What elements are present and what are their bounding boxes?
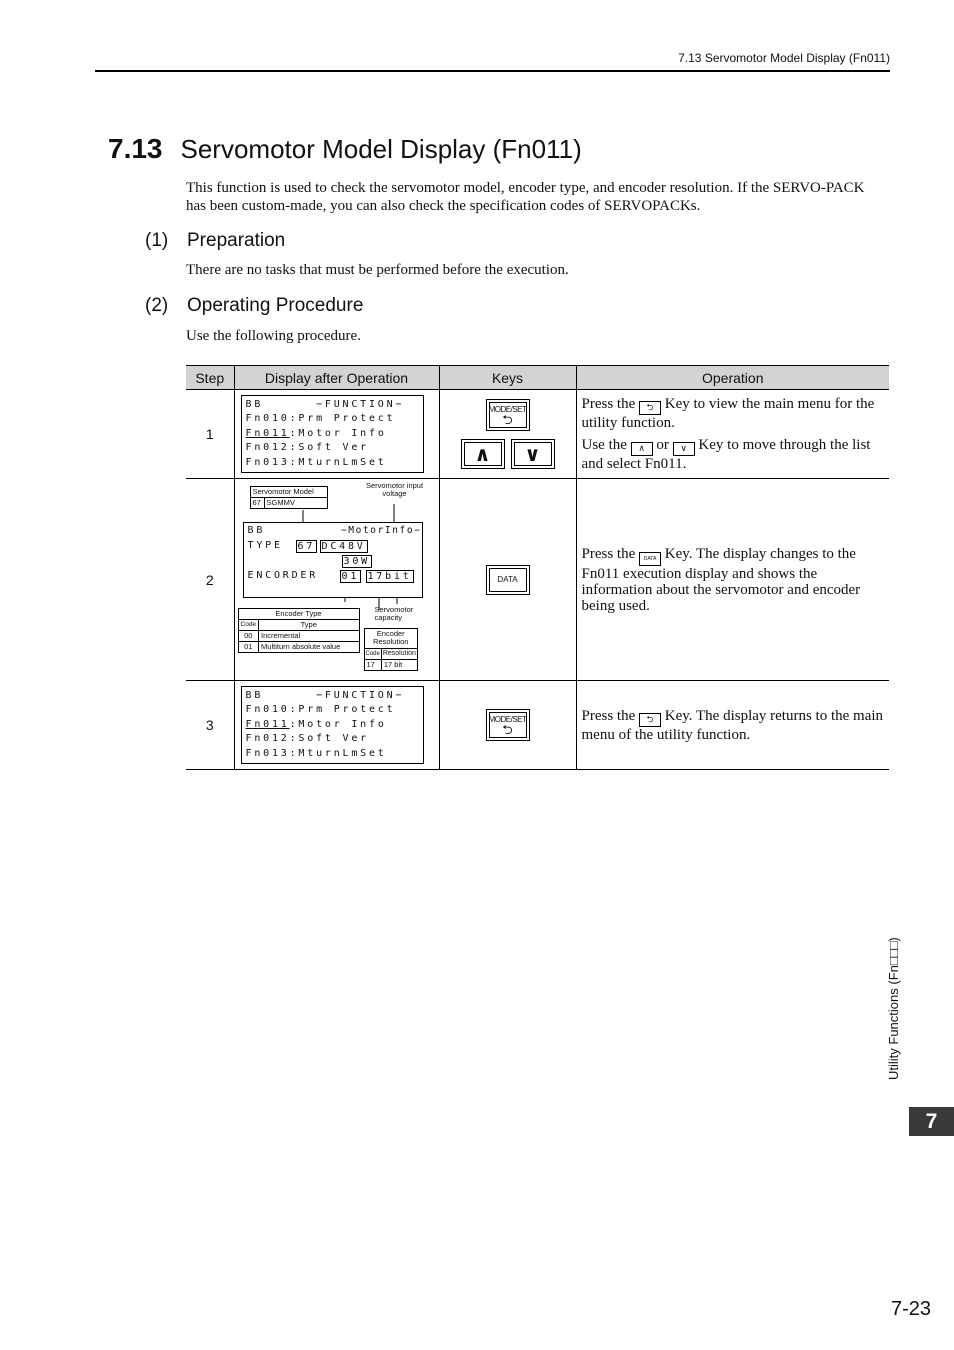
op-text: Key. The display returns to the main menu of the utility function. bbox=[581, 707, 884, 743]
header-rule bbox=[95, 70, 890, 72]
lcd-encoder: ENCORDER bbox=[247, 569, 319, 581]
return-arrow-icon: ⮌ bbox=[502, 412, 513, 427]
preparation-number: (1) bbox=[145, 230, 169, 251]
table-row bbox=[238, 630, 359, 641]
motor-model-label: Servomotor Model bbox=[250, 486, 327, 497]
lcd-line: :Motor Info bbox=[289, 718, 387, 730]
key-label: MODE/SET bbox=[488, 715, 527, 724]
type-label: Type bbox=[259, 619, 359, 630]
procedure-table bbox=[186, 365, 889, 770]
lcd-type: TYPE bbox=[247, 539, 283, 551]
input-voltage-label: Servomotor input voltage bbox=[365, 480, 424, 498]
code-label: Code bbox=[238, 619, 259, 630]
lcd-line: Fn012:Soft Ver bbox=[245, 442, 369, 454]
lcd-line-selected: Fn011 bbox=[245, 427, 290, 439]
lcd-display bbox=[243, 522, 423, 598]
operating-title: Operating Procedure bbox=[187, 295, 364, 316]
return-arrow-icon: ⮌ bbox=[502, 722, 513, 737]
step-number: 1 bbox=[186, 390, 234, 479]
lcd-display bbox=[241, 686, 424, 765]
motor-code: 67 bbox=[250, 497, 264, 508]
display-cell bbox=[234, 390, 439, 479]
operation-text bbox=[582, 546, 885, 614]
lcd-line: :Motor Info bbox=[289, 427, 387, 439]
encoder-type-table bbox=[238, 608, 360, 653]
operation-cell bbox=[576, 479, 889, 681]
operation-text bbox=[582, 708, 885, 743]
operation-cell bbox=[576, 681, 889, 770]
lcd-enc-res: 17bit bbox=[367, 570, 412, 582]
lcd-line: Fn013:MturnLmSet bbox=[245, 456, 387, 468]
preparation-title: Preparation bbox=[187, 230, 286, 251]
mode-set-key-icon: ⮌ bbox=[639, 401, 661, 415]
mode-set-key-icon: ⮌ bbox=[639, 713, 661, 727]
header-operation: Operation bbox=[576, 366, 889, 390]
up-arrow-key-icon[interactable]: ∧ bbox=[461, 439, 505, 469]
op-text: Key to view the main menu for the utility function. bbox=[581, 396, 875, 431]
lcd-enc-code: 01 bbox=[341, 570, 360, 582]
op-text: Press the bbox=[581, 707, 636, 724]
key-label: MODE/SET bbox=[488, 405, 527, 414]
lcd-line: Fn013:MturnLmSet bbox=[245, 747, 387, 759]
side-tab-label: Utility Functions (Fn□□□) bbox=[886, 937, 901, 1080]
keys-cell bbox=[439, 681, 576, 770]
down-arrow-key-icon[interactable]: ∨ bbox=[511, 439, 555, 469]
op-text: Press the bbox=[581, 545, 636, 562]
motor-name: SGMMV bbox=[264, 497, 327, 508]
step-number: 3 bbox=[186, 681, 234, 770]
intro-paragraph: This function is used to check the servomotor model, encoder type, and encoder resolution. If the SERVO-PACK has been custom-made, you can also check the specification codes of SERVOPACKs. bbox=[186, 180, 865, 214]
res-value: 17 bit bbox=[381, 659, 417, 670]
lcd-line-selected: Fn011 bbox=[245, 718, 290, 730]
enc-res-label: Encoder Resolution bbox=[364, 628, 417, 648]
encoder-resolution-table bbox=[364, 628, 418, 671]
resolution-label: Resolution bbox=[382, 650, 416, 657]
enc-type: Incremental bbox=[259, 630, 359, 641]
step-number: 2 bbox=[186, 479, 234, 681]
running-header: 7.13 Servomotor Model Display (Fn011) bbox=[678, 51, 890, 65]
operation-text bbox=[582, 437, 885, 472]
operation-text bbox=[582, 396, 885, 431]
code-label: Code bbox=[364, 648, 381, 659]
enc-type: Multiturn absolute value bbox=[259, 641, 359, 652]
mode-set-key-icon[interactable] bbox=[486, 399, 530, 431]
preparation-text: There are no tasks that must be performed before the execution. bbox=[186, 262, 569, 278]
up-arrow-key-icon: ∧ bbox=[631, 442, 653, 456]
encoder-type-label: Encoder Type bbox=[238, 608, 359, 619]
res-code: 17 bbox=[364, 659, 381, 670]
capacity-label: Servomotor capacity bbox=[374, 604, 414, 622]
data-key-icon: DATA bbox=[639, 552, 661, 566]
enc-code: 00 bbox=[238, 630, 259, 641]
operating-number: (2) bbox=[145, 295, 169, 316]
display-cell bbox=[234, 479, 439, 681]
lcd-line: BB −FUNCTION− bbox=[245, 398, 405, 410]
operating-text: Use the following procedure. bbox=[186, 328, 361, 344]
lcd-line: Fn010:Prm Protect bbox=[245, 413, 396, 425]
page-number: 7-23 bbox=[890, 1298, 931, 1320]
table-header-row bbox=[186, 366, 889, 390]
table-row bbox=[186, 390, 889, 479]
display-cell bbox=[234, 681, 439, 770]
section-number: 7.13 bbox=[108, 133, 163, 164]
motor-info-diagram bbox=[237, 482, 437, 678]
op-text: Key to move through the list and select Fn011. bbox=[581, 437, 871, 472]
op-text: or bbox=[656, 437, 669, 453]
chapter-tab: 7 bbox=[909, 1107, 954, 1136]
lcd-voltage: DC48V bbox=[321, 540, 366, 552]
lcd-type-code: 67 bbox=[297, 540, 316, 552]
lcd-capacity: 30W bbox=[343, 555, 370, 567]
op-text: Use the bbox=[581, 437, 627, 453]
lcd-bb: BB bbox=[247, 524, 266, 536]
header-step: Step bbox=[186, 366, 234, 390]
table-row bbox=[238, 641, 359, 652]
keys-cell bbox=[439, 390, 576, 479]
lcd-line: Fn012:Soft Ver bbox=[245, 733, 369, 745]
lcd-display bbox=[241, 395, 424, 474]
header-display: Display after Operation bbox=[234, 366, 439, 390]
header-keys: Keys bbox=[439, 366, 576, 390]
op-text: Press the bbox=[581, 396, 636, 412]
mode-set-key-icon[interactable] bbox=[486, 709, 530, 741]
operating-heading bbox=[145, 295, 363, 317]
operation-cell bbox=[576, 390, 889, 479]
section-title bbox=[108, 133, 582, 165]
lcd-title: −MotorInfo− bbox=[340, 524, 422, 536]
data-key-icon[interactable]: DATA bbox=[486, 565, 530, 595]
preparation-heading bbox=[145, 230, 285, 252]
keys-cell bbox=[439, 479, 576, 681]
lcd-line: Fn010:Prm Protect bbox=[245, 704, 396, 716]
table-row bbox=[186, 681, 889, 770]
op-text: Key. The display changes to the Fn011 execution display and shows the information about the servomotor and encoder being used. bbox=[581, 545, 861, 614]
enc-code: 01 bbox=[238, 641, 259, 652]
down-arrow-key-icon: ∨ bbox=[673, 442, 695, 456]
lcd-line: BB −FUNCTION− bbox=[245, 689, 405, 701]
section-name: Servomotor Model Display (Fn011) bbox=[180, 134, 582, 164]
table-row bbox=[186, 479, 889, 681]
table-row bbox=[364, 659, 417, 670]
